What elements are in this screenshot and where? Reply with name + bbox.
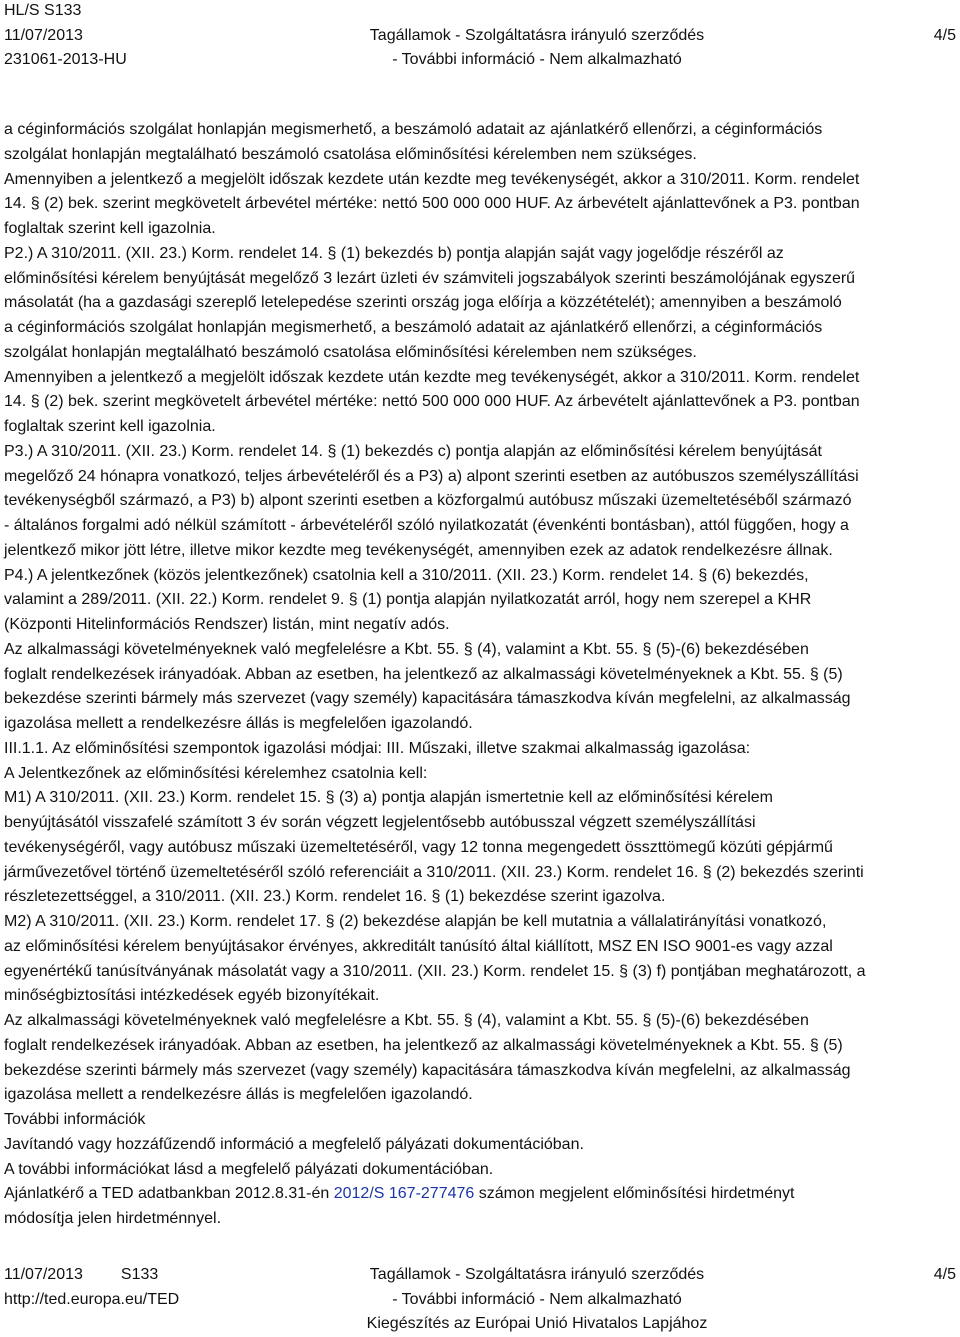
body-line: egyenértékű tanúsítványának másolatát vagy a 310/2011. (XII. 23.) Korm. rendelet 15. § (3) f) pontjában meghatározott, a xyxy=(4,962,866,980)
body-line: foglaltak szerint kell igazolnia. xyxy=(4,418,216,435)
body-line: bekezdése szerinti bármely más szervezet (vagy személy) kapacitására támaszkodva kíván megfelelni, az alkalmasság xyxy=(4,690,851,708)
body-line: Amennyiben a jelentkező a megjelölt időszak kezdete után kezdte meg tevékenységét, akkor a 310/2011. Korm. rendelet xyxy=(4,368,860,386)
footer-series: S133 xyxy=(120,1266,159,1283)
body-line: valamint a 289/2011. (XII. 22.) Korm. rendelet 9. § (1) pontja alapján nyilatkozatát arról, hogy nem szerepel a KHR xyxy=(4,591,812,609)
page-footer-left xyxy=(4,1263,179,1312)
header-date: 11/07/2013 xyxy=(4,26,83,44)
footer-url[interactable]: http://ted.europa.eu/TED xyxy=(4,1290,180,1308)
body-line: szolgálat honlapján megtalálható beszámoló csatolása előminősítési kérelemben nem szükséges. xyxy=(4,343,697,361)
header-page-number xyxy=(934,24,956,49)
body-line: bekezdése szerinti bármely más szervezet (vagy személy) kapacitására támaszkodva kíván megfelelni, az alkalmasság xyxy=(4,1061,851,1079)
doc-id: HL/S S133 xyxy=(4,2,82,19)
body-line: jelentkező mikor jött létre, illetve mikor kezdte meg tevékenységét, amennyiben ezek az adatok rendelkezésre állnak. xyxy=(4,541,833,559)
body-line: tevékenységéről, vagy autóbusz műszaki üzemeltetéséről, vagy 12 tonna megengedett összttömegű közúti gépjármű xyxy=(4,838,833,856)
header-title-line1: Tagállamok - Szolgáltatásra irányuló szerződés xyxy=(369,26,705,44)
body-line: (Központi Hitelinformációs Rendszer) listán, mint negatív adós. xyxy=(4,616,450,633)
body-line: minőségbiztosítási intézkedések egyéb bizonyítékait. xyxy=(4,987,380,1005)
document-body xyxy=(4,118,960,1232)
body-line: szolgálat honlapján megtalálható beszámoló csatolása előminősítési kérelemben nem szükséges. xyxy=(4,145,697,163)
final-text-before: Ajánlatkérő a TED adatbankban 2012.8.31-én xyxy=(4,1185,334,1203)
body-line: részletezettséggel, a 310/2011. (XII. 23.) Korm. rendelet 16. § (1) bekezdése szerint igazolva. xyxy=(4,888,666,906)
body-line: tevékenységből származó, a P3) b) alpont szerinti esetben a közforgalmú autóbusz műszaki üzemeltetéséből származó xyxy=(4,492,852,510)
body-line: a céginformációs szolgálat honlapján megismerhető, a beszámoló adatait az ajánlatkérő ellenőrzi, a céginformációs xyxy=(4,121,823,138)
body-line: foglalt rendelkezések irányadóak. Abban az esetben, ha jelentkező az alkalmassági követelményeknek a Kbt. 55. § (5) xyxy=(4,1036,843,1054)
body-line: M1) A 310/2011. (XII. 23.) Korm. rendelet 15. § (3) a) pontja alapján ismertetnie kell az előminősítési kérelem xyxy=(4,789,773,807)
body-line: foglalt rendelkezések irányadóak. Abban az esetben, ha jelentkező az alkalmassági követelményeknek a Kbt. 55. § (5) xyxy=(4,665,843,683)
body-line: foglaltak szerint kell igazolnia. xyxy=(4,220,216,237)
body-line: benyújtásától visszafelé számított 3 év során végzett legjelentősebb autóbusszal végzett személyszállítási xyxy=(4,814,756,831)
body-line: M2) A 310/2011. (XII. 23.) Korm. rendelet 17. § (2) bekezdése alapján be kell mutatnia a vállalatirányítási vonatkozó, xyxy=(4,913,827,930)
page-header-center xyxy=(345,24,729,73)
body-line: 14. § (2) bek. szerint megkövetelt árbevétel mértéke: nettó 500 000 000 HUF. Az árbevételt ajánlattevőnek a P3. pontban xyxy=(4,393,860,411)
body-line: az előminősítési kérelem benyújtásakor érvényes, akkreditált tanúsító által kiállított, MSZ EN ISO 9001-es vagy azzal xyxy=(4,937,833,955)
body-line: A további információkat lásd a megfelelő pályázati dokumentációban. xyxy=(4,1160,494,1178)
body-line: a céginformációs szolgálat honlapján megismerhető, a beszámoló adatait az ajánlatkérő ellenőrzi, a céginformációs xyxy=(4,319,823,336)
body-line: P2.) A 310/2011. (XII. 23.) Korm. rendelet 14. § (1) bekezdés b) pontja alapján saját vagy jogelődje részéről az xyxy=(4,244,784,262)
footer-page-number xyxy=(934,1263,956,1288)
body-line: megelőző 24 hónapra vonatkozó, teljes árbevételéről és a P3) a) alpont szerinti esetben az autóbuszos személyszállítási xyxy=(4,467,859,485)
footer-date: 11/07/2013 xyxy=(4,1266,83,1283)
body-line: igazolása mellett a rendelkezésre állás is megfelelően igazolandó. xyxy=(4,715,473,732)
body-line: járművezetővel történő üzemeltetéséről szóló referenciáit a 310/2011. (XII. 23.) Korm. rendelet 16. § (2) bekezdés szerinti xyxy=(4,863,864,881)
body-line: Javítandó vagy hozzáfűzendő információ a megfelelő pályázati dokumentációban. xyxy=(4,1135,584,1153)
footer-title-line1: Tagállamok - Szolgáltatásra irányuló szerződés xyxy=(369,1266,705,1283)
body-line: III.1.1. Az előminősítési szempontok igazolási módjai: III. Műszaki, illetve szakmai alkalmasság igazolása: xyxy=(4,739,751,757)
page-header-left xyxy=(4,0,127,73)
body-line: P4.) A jelentkezőnek (közös jelentkezőnek) csatolnia kell a 310/2011. (XII. 23.) Korm. rendelet 14. § (6) bekezdés, xyxy=(4,566,809,584)
body-line: - általános forgalmi adó nélkül számított - árbevételéről szóló nyilatkozatát (évenkénti bontásban), attól függően, hogy a xyxy=(4,517,849,534)
footer-title-line3: Kiegészítés az Európai Unió Hivatalos Lapjához xyxy=(366,1315,708,1332)
body-line: P3.) A 310/2011. (XII. 23.) Korm. rendelet 14. § (1) bekezdés c) pontja alapján az előminősítési kérelem benyújtását xyxy=(4,442,822,460)
body-line: Az alkalmassági követelményeknek való megfelelésre a Kbt. 55. § (4), valamint a Kbt. 55. § (5)-(6) bekezdésében xyxy=(4,1012,809,1029)
final-text-after: számon megjelent előminősítési hirdetményt xyxy=(474,1185,795,1203)
footer-page-text: 4/5 xyxy=(933,1266,956,1283)
footer-title-line2: - További információ - Nem alkalmazható xyxy=(392,1290,682,1308)
body-line: 14. § (2) bek. szerint megkövetelt árbevétel mértéke: nettó 500 000 000 HUF. Az árbevételt ajánlattevőnek a P3. pontban xyxy=(4,195,860,213)
header-title-line2: - További információ - Nem alkalmazható xyxy=(392,51,682,68)
footer-date-series xyxy=(4,1263,179,1288)
notice-reference-link[interactable]: 2012/S 167-277476 xyxy=(333,1185,475,1203)
page-footer-center xyxy=(345,1263,729,1337)
body-line: Amennyiben a jelentkező a megjelölt időszak kezdete után kezdte meg tevékenységét, akkor a 310/2011. Korm. rendelet xyxy=(4,170,860,188)
body-line: A Jelentkezőnek az előminősítési kérelemhez csatolnia kell: xyxy=(4,764,428,782)
header-ref: 231061-2013-HU xyxy=(4,51,127,68)
body-line: igazolása mellett a rendelkezésre állás is megfelelően igazolandó. xyxy=(4,1086,473,1104)
header-page-text: 4/5 xyxy=(933,26,956,44)
body-line: másolatát (ha a gazdasági szereplő letelepedése szerinti ország joga előírja a közzétételét); amennyiben a beszámoló xyxy=(4,294,842,312)
body-line: Az alkalmassági követelményeknek való megfelelésre a Kbt. 55. § (4), valamint a Kbt. 55. § (5)-(6) bekezdésében xyxy=(4,640,809,658)
final-paragraph-line2: módosítja jelen hirdetménnyel. xyxy=(4,1210,222,1227)
body-line: előminősítési kérelem benyújtását megelőző 3 lezárt üzleti év számviteli jogszabályok szerinti beszámolójának egyszerű xyxy=(4,269,856,287)
final-paragraph-line xyxy=(4,1182,960,1207)
body-line: További információk xyxy=(4,1111,146,1128)
